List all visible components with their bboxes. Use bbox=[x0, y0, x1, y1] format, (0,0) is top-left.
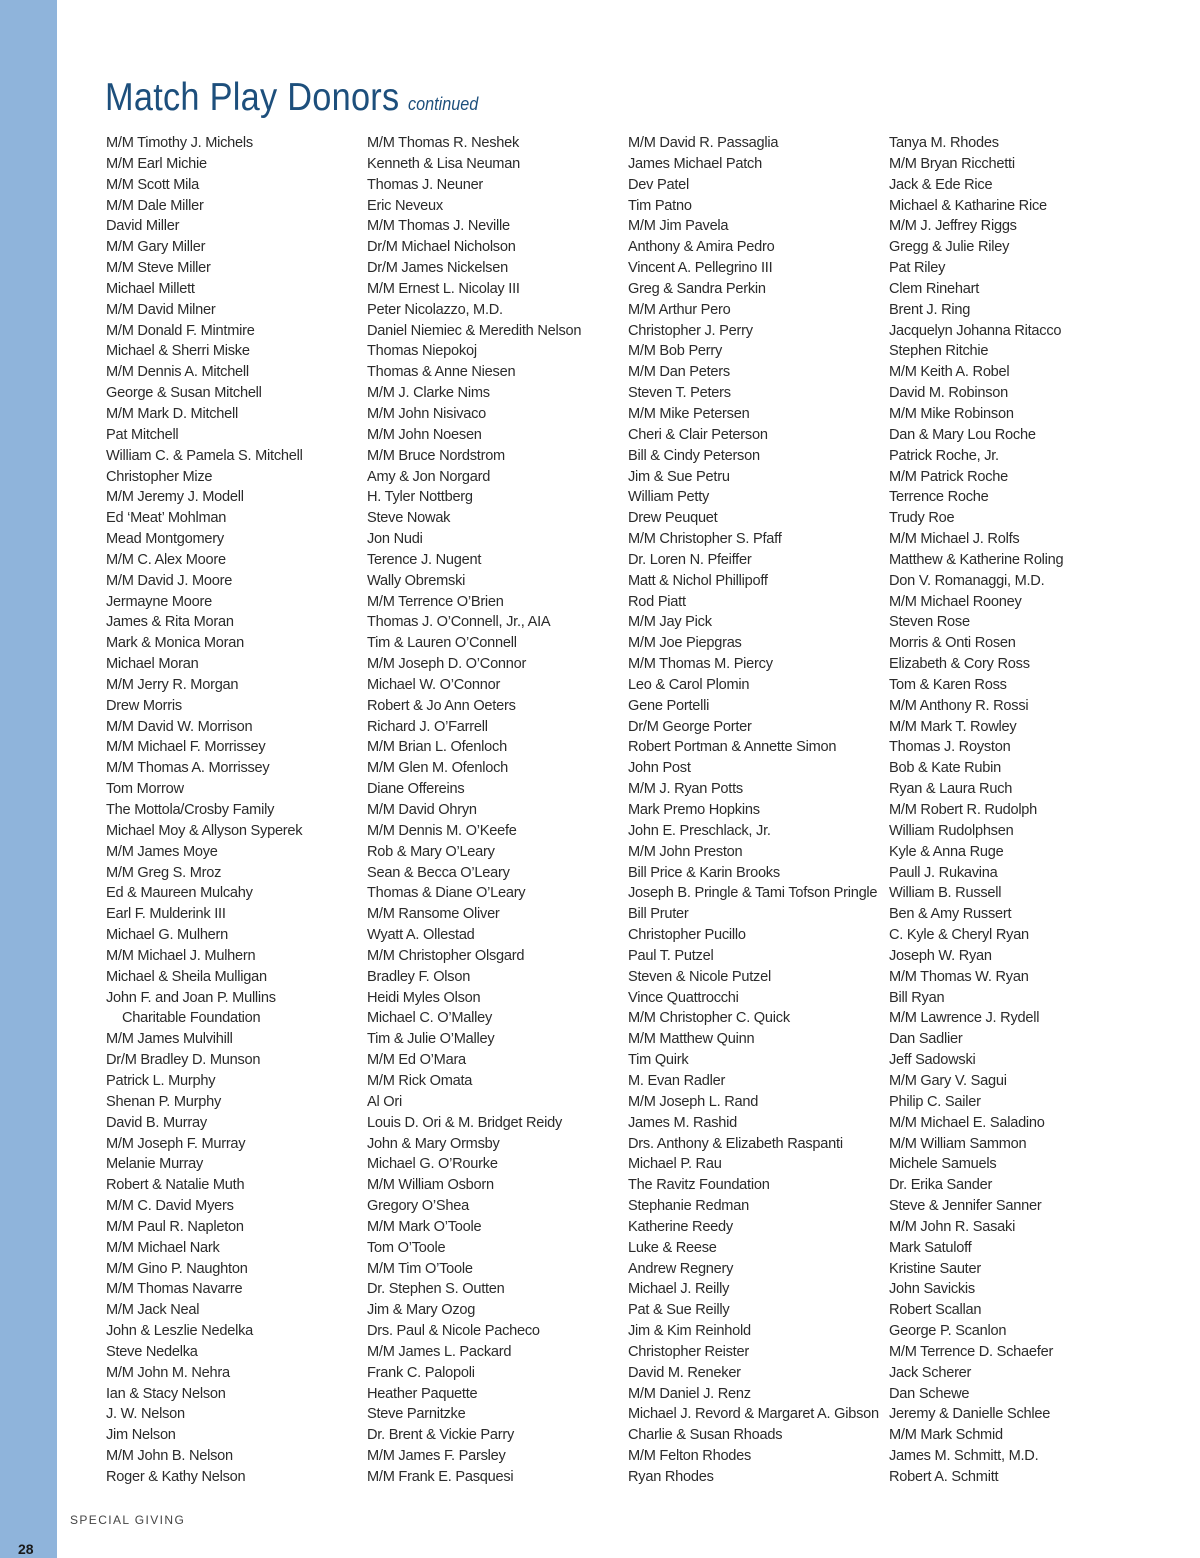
donor-name: M/M Ed O’Mara bbox=[367, 1052, 466, 1069]
donor-name: Michael P. Rau bbox=[628, 1156, 722, 1173]
donor-name: M/M C. David Myers bbox=[106, 1198, 234, 1215]
donor-name: William B. Russell bbox=[889, 885, 1002, 902]
donor-name: Roger & Kathy Nelson bbox=[106, 1469, 246, 1485]
donor-name: James Michael Patch bbox=[628, 155, 762, 172]
donor-name: Stephanie Redman bbox=[628, 1198, 749, 1215]
donor-name: M/M Earl Michie bbox=[106, 155, 207, 172]
donor-name: Patrick L. Murphy bbox=[106, 1072, 216, 1089]
donor-name: Michael G. O’Rourke bbox=[367, 1156, 498, 1173]
donor-name: Mark & Monica Moran bbox=[106, 635, 244, 652]
donor-name: M/M Anthony R. Rossi bbox=[889, 697, 1029, 714]
donor-name: Mead Montgomery bbox=[106, 531, 224, 548]
donor-name: Brent J. Ring bbox=[889, 301, 971, 318]
donor-name: M/M David R. Passaglia bbox=[628, 135, 779, 151]
donor-name: M. Evan Radler bbox=[628, 1072, 726, 1089]
donor-name: M/M Frank E. Pasquesi bbox=[367, 1469, 514, 1485]
donor-name: M/M Thomas Navarre bbox=[106, 1281, 243, 1298]
donor-name: M/M Paul R. Napleton bbox=[106, 1218, 244, 1235]
donor-name: M/M Robert R. Rudolph bbox=[889, 802, 1038, 818]
donor-name: Tim & Julie O’Malley bbox=[367, 1031, 495, 1048]
donor-name: Ed & Maureen Mulcahy bbox=[106, 885, 253, 902]
donor-name: M/M J. Ryan Potts bbox=[628, 781, 743, 798]
donor-name: The Ravitz Foundation bbox=[628, 1177, 770, 1194]
donor-name: Leo & Carol Plomin bbox=[628, 676, 750, 693]
donor-name: M/M Felton Rhodes bbox=[628, 1448, 752, 1465]
donor-name: M/M Michael E. Saladino bbox=[889, 1114, 1045, 1131]
donor-name: M/M Thomas M. Piercy bbox=[628, 656, 773, 673]
donor-name: Thomas J. Royston bbox=[889, 739, 1011, 756]
donor-name: John Post bbox=[628, 760, 691, 777]
donor-name: Charlie & Susan Rhoads bbox=[628, 1427, 783, 1444]
donor-name: Robert & Natalie Muth bbox=[106, 1177, 245, 1194]
donor-name: Frank C. Palopoli bbox=[367, 1364, 475, 1381]
donor-name: Drs. Anthony & Elizabeth Raspanti bbox=[628, 1135, 843, 1152]
donor-name: Christopher Pucillo bbox=[628, 927, 746, 944]
donor-name: M/M Christopher C. Quick bbox=[628, 1010, 790, 1027]
donor-name: M/M Greg S. Mroz bbox=[106, 864, 222, 881]
donor-name: Diane Offereins bbox=[367, 781, 465, 798]
donor-name: Cheri & Clair Peterson bbox=[628, 426, 768, 443]
donor-name: M/M Jack Neal bbox=[106, 1302, 200, 1319]
donor-name: George P. Scanlon bbox=[889, 1323, 1007, 1340]
donor-name: Michael & Sherri Miske bbox=[106, 343, 250, 360]
donor-name: Michael Millett bbox=[106, 280, 195, 297]
donor-name: David Miller bbox=[106, 218, 180, 235]
donor-name: Stephen Ritchie bbox=[889, 343, 989, 360]
donor-name: David M. Reneker bbox=[628, 1364, 741, 1381]
donor-name: Mark Premo Hopkins bbox=[628, 802, 760, 818]
donor-name: William Petty bbox=[628, 489, 710, 506]
donor-name: Shenan P. Murphy bbox=[106, 1093, 221, 1110]
donor-name: M/M Scott Mila bbox=[106, 176, 199, 193]
donor-name: M/M William Osborn bbox=[367, 1177, 494, 1194]
donor-name: Rod Piatt bbox=[628, 593, 686, 610]
donor-name: Robert & Jo Ann Oeters bbox=[367, 697, 516, 714]
donor-name: Dr/M George Porter bbox=[628, 718, 752, 735]
donor-name: M/M Lawrence J. Rydell bbox=[889, 1010, 1040, 1027]
donor-name: Bob & Kate Rubin bbox=[889, 760, 1002, 777]
page-title-continued: continued bbox=[408, 94, 479, 114]
donor-name: Michael & Sheila Mulligan bbox=[106, 968, 267, 985]
donor-name: Jacquelyn Johanna Ritacco bbox=[889, 322, 1062, 339]
donor-name: M/M John Nisivaco bbox=[367, 405, 487, 422]
donor-name: William Rudolphsen bbox=[889, 822, 1014, 839]
donor-name: Clem Rinehart bbox=[889, 280, 980, 297]
donor-name: Andrew Regnery bbox=[628, 1260, 734, 1277]
donor-name: Tom O’Toole bbox=[367, 1239, 446, 1256]
donor-name: M/M John R. Sasaki bbox=[889, 1218, 1016, 1235]
donor-name: Ian & Stacy Nelson bbox=[106, 1385, 226, 1402]
donor-name: Daniel Niemiec & Meredith Nelson bbox=[367, 322, 582, 339]
donor-name: Drs. Paul & Nicole Pacheco bbox=[367, 1323, 540, 1340]
donor-name: Drew Peuquet bbox=[628, 510, 718, 527]
donor-name: M/M Glen M. Ofenloch bbox=[367, 760, 508, 777]
page-title bbox=[105, 76, 486, 120]
donor-name: Jim & Mary Ozog bbox=[367, 1302, 476, 1319]
donor-name: M/M James F. Parsley bbox=[367, 1448, 506, 1465]
donor-name: John & Mary Ormsby bbox=[367, 1135, 500, 1152]
donor-name: M/M John Noesen bbox=[367, 426, 482, 443]
donor-name: M/M C. Alex Moore bbox=[106, 551, 226, 568]
donor-name: M/M Keith A. Robel bbox=[889, 364, 1010, 381]
donor-name: Jon Nudi bbox=[367, 531, 423, 548]
donor-name: Jack Scherer bbox=[889, 1364, 972, 1381]
donor-name: Ryan Rhodes bbox=[628, 1469, 714, 1485]
donor-name: Amy & Jon Norgard bbox=[367, 468, 491, 485]
donor-name: Heather Paquette bbox=[367, 1385, 478, 1402]
donor-name: M/M Arthur Pero bbox=[628, 301, 731, 318]
donor-name: M/M James Moye bbox=[106, 843, 218, 860]
donor-name: M/M Ransome Oliver bbox=[367, 906, 500, 923]
donor-name: Tanya M. Rhodes bbox=[889, 135, 999, 151]
donor-name: M/M Thomas R. Neshek bbox=[367, 135, 520, 151]
donor-name: David M. Robinson bbox=[889, 385, 1009, 402]
donor-name: Jim Nelson bbox=[106, 1427, 176, 1444]
donor-name: Jeff Sadowski bbox=[889, 1052, 976, 1069]
donor-name: Robert A. Schmitt bbox=[889, 1469, 999, 1485]
donor-name: M/M Michael F. Morrissey bbox=[106, 739, 266, 756]
donor-name: Steven T. Peters bbox=[628, 385, 731, 402]
donor-name: Thomas J. O’Connell, Jr., AIA bbox=[367, 614, 551, 631]
donor-name: Jack & Ede Rice bbox=[889, 176, 993, 193]
donor-name: Philip C. Sailer bbox=[889, 1093, 981, 1110]
donor-name: M/M Donald F. Mintmire bbox=[106, 322, 255, 339]
donor-name: Michael C. O’Malley bbox=[367, 1010, 493, 1027]
donor-name: Peter Nicolazzo, M.D. bbox=[367, 301, 503, 318]
donor-name: Terence J. Nugent bbox=[367, 551, 482, 568]
donor-name: Wally Obremski bbox=[367, 572, 466, 589]
donor-name: M/M Bob Perry bbox=[628, 343, 723, 360]
donor-name: J. W. Nelson bbox=[106, 1406, 185, 1423]
donor-name: Michele Samuels bbox=[889, 1156, 997, 1173]
donor-name: Michael J. Revord & Margaret A. Gibson bbox=[628, 1406, 879, 1423]
donor-name: M/M Jay Pick bbox=[628, 614, 712, 631]
donor-name: M/M Patrick Roche bbox=[889, 468, 1009, 485]
donor-name: Michael & Katharine Rice bbox=[889, 197, 1047, 214]
donor-column-3 bbox=[628, 133, 883, 1488]
donor-name: John F. and Joan P. Mullins bbox=[106, 989, 276, 1006]
donor-name: M/M David Milner bbox=[106, 301, 216, 318]
donor-name: M/M John Preston bbox=[628, 843, 743, 860]
donor-name: Bill Ryan bbox=[889, 989, 945, 1006]
donor-name: M/M J. Jeffrey Riggs bbox=[889, 218, 1017, 235]
donor-name: Anthony & Amira Pedro bbox=[628, 239, 775, 256]
donor-name: M/M Gino P. Naughton bbox=[106, 1260, 248, 1277]
donor-name: M/M Joseph L. Rand bbox=[628, 1093, 759, 1110]
donor-name: Melanie Murray bbox=[106, 1156, 204, 1173]
donor-name: M/M Gary Miller bbox=[106, 239, 206, 256]
donor-name: M/M Joseph D. O’Connor bbox=[367, 656, 527, 673]
donor-name: M/M Matthew Quinn bbox=[628, 1031, 755, 1048]
donor-name: M/M Joe Piepgras bbox=[628, 635, 742, 652]
donor-name: Dr/M James Nickelsen bbox=[367, 260, 508, 277]
donor-name: M/M Bruce Nordstrom bbox=[367, 447, 505, 464]
donor-name: M/M Dennis A. Mitchell bbox=[106, 364, 249, 381]
donor-name: Drew Morris bbox=[106, 697, 182, 714]
donor-name: C. Kyle & Cheryl Ryan bbox=[889, 927, 1029, 944]
donor-name: Patrick Roche, Jr. bbox=[889, 447, 999, 464]
donor-name: Wyatt A. Ollestad bbox=[367, 927, 475, 944]
donor-name: James M. Rashid bbox=[628, 1114, 737, 1131]
donor-name: M/M Mark Schmid bbox=[889, 1427, 1003, 1444]
donor-name: M/M Mark O’Toole bbox=[367, 1218, 482, 1235]
sidebar-accent-band bbox=[0, 0, 57, 1558]
donor-name: Steve Parnitzke bbox=[367, 1406, 466, 1423]
donor-name: M/M Tim O’Toole bbox=[367, 1260, 473, 1277]
donor-name: Vince Quattrocchi bbox=[628, 989, 739, 1006]
donor-name: Kenneth & Lisa Neuman bbox=[367, 155, 520, 172]
donor-column-2 bbox=[367, 133, 622, 1488]
donor-name: Dr. Brent & Vickie Parry bbox=[367, 1427, 515, 1444]
donor-name: Richard J. O’Farrell bbox=[367, 718, 488, 735]
donor-name: James M. Schmitt, M.D. bbox=[889, 1448, 1039, 1465]
section-label: SPECIAL GIVING bbox=[70, 1513, 186, 1527]
donor-name: M/M David J. Moore bbox=[106, 572, 233, 589]
donor-name: Christopher J. Perry bbox=[628, 322, 753, 339]
donor-name: M/M Christopher S. Pfaff bbox=[628, 531, 782, 548]
donor-name: John & Leszlie Nedelka bbox=[106, 1323, 254, 1340]
donor-name: Greg & Sandra Perkin bbox=[628, 280, 766, 297]
donor-name: Michael W. O’Connor bbox=[367, 676, 501, 693]
donor-name: Robert Scallan bbox=[889, 1302, 982, 1319]
donor-name: Jim & Kim Reinhold bbox=[628, 1323, 751, 1340]
donor-name: Gregory O’Shea bbox=[367, 1198, 469, 1215]
donor-name: George & Susan Mitchell bbox=[106, 385, 262, 402]
donor-name: M/M Mike Petersen bbox=[628, 405, 750, 422]
donor-name: Dev Patel bbox=[628, 176, 690, 193]
donor-name: Pat Riley bbox=[889, 260, 946, 277]
donor-name: Earl F. Mulderink III bbox=[106, 906, 226, 923]
donor-name: Dr. Erika Sander bbox=[889, 1177, 993, 1194]
donor-name: M/M Rick Omata bbox=[367, 1072, 473, 1089]
page-number: 28 bbox=[18, 1541, 34, 1557]
donor-name: M/M Thomas J. Neville bbox=[367, 218, 510, 235]
donor-name: James & Rita Moran bbox=[106, 614, 234, 631]
donor-name: Dan Sadlier bbox=[889, 1031, 963, 1048]
donor-name: John Savickis bbox=[889, 1281, 975, 1298]
donor-name: Tom & Karen Ross bbox=[889, 676, 1007, 693]
donor-name: Elizabeth & Cory Ross bbox=[889, 656, 1030, 673]
donor-name: Gregg & Julie Riley bbox=[889, 239, 1010, 256]
donor-name: Terrence Roche bbox=[889, 489, 989, 506]
donor-name: Matt & Nichol Phillipoff bbox=[628, 572, 768, 589]
donor-name: Dr/M Bradley D. Munson bbox=[106, 1052, 261, 1069]
donor-name: M/M Thomas W. Ryan bbox=[889, 968, 1029, 985]
donor-name: M/M Terrence D. Schaefer bbox=[889, 1343, 1054, 1360]
donor-name: Joseph B. Pringle & Tami Tofson Pringle bbox=[628, 885, 878, 902]
donor-name: M/M Dan Peters bbox=[628, 364, 730, 381]
donor-name: Steve & Jennifer Sanner bbox=[889, 1198, 1042, 1215]
donor-name: Steven & Nicole Putzel bbox=[628, 968, 771, 985]
donor-name: Heidi Myles Olson bbox=[367, 989, 481, 1006]
donor-name: Robert Portman & Annette Simon bbox=[628, 739, 837, 756]
donor-name: M/M Mark D. Mitchell bbox=[106, 405, 239, 422]
donor-name: Paul T. Putzel bbox=[628, 947, 714, 964]
donor-name: Tom Morrow bbox=[106, 781, 184, 798]
donor-name: Steve Nedelka bbox=[106, 1343, 198, 1360]
donor-name: Ryan & Laura Ruch bbox=[889, 781, 1013, 798]
donor-name: Charitable Foundation bbox=[122, 1010, 261, 1027]
donor-name: Bill Price & Karin Brooks bbox=[628, 864, 780, 881]
donor-column-4 bbox=[889, 133, 1144, 1488]
donor-name: Mark Satuloff bbox=[889, 1239, 972, 1256]
donor-name: M/M Brian L. Ofenloch bbox=[367, 739, 507, 756]
donor-name: Jeremy & Danielle Schlee bbox=[889, 1406, 1051, 1423]
donor-name: David B. Murray bbox=[106, 1114, 207, 1131]
donor-name: Thomas Niepokoj bbox=[367, 343, 477, 360]
donor-name: M/M J. Clarke Nims bbox=[367, 385, 490, 402]
donor-name: Pat & Sue Reilly bbox=[628, 1302, 730, 1319]
donor-name: Jermayne Moore bbox=[106, 593, 212, 610]
donor-name: Thomas J. Neuner bbox=[367, 176, 484, 193]
donor-name: Michael Moran bbox=[106, 656, 199, 673]
donor-name: M/M Mark T. Rowley bbox=[889, 718, 1017, 735]
donor-name: M/M William Sammon bbox=[889, 1135, 1027, 1152]
page-title-main: Match Play Donors bbox=[105, 76, 400, 119]
donor-name: Thomas & Anne Niesen bbox=[367, 364, 516, 381]
donor-name: M/M Mike Robinson bbox=[889, 405, 1014, 422]
donor-name: Dr. Stephen S. Outten bbox=[367, 1281, 505, 1298]
donor-name: M/M Ernest L. Nicolay III bbox=[367, 280, 520, 297]
donor-name: H. Tyler Nottberg bbox=[367, 489, 473, 506]
donor-name: Vincent A. Pellegrino III bbox=[628, 260, 773, 277]
donor-name: Michael Moy & Allyson Syperek bbox=[106, 822, 303, 839]
donor-name: Sean & Becca O’Leary bbox=[367, 864, 510, 881]
donor-name: M/M Michael J. Rolfs bbox=[889, 531, 1020, 548]
donor-name: Bill & Cindy Peterson bbox=[628, 447, 760, 464]
donor-name: Eric Neveux bbox=[367, 197, 443, 214]
donor-name: M/M Michael J. Mulhern bbox=[106, 947, 256, 964]
donor-name: M/M David Ohryn bbox=[367, 802, 477, 818]
donor-name: Michael J. Reilly bbox=[628, 1281, 730, 1298]
donor-name: Dan & Mary Lou Roche bbox=[889, 426, 1036, 443]
donor-name: M/M James Mulvihill bbox=[106, 1031, 233, 1048]
donor-name: Dan Schewe bbox=[889, 1385, 970, 1402]
donor-column-1 bbox=[106, 133, 361, 1488]
donor-name: Paull J. Rukavina bbox=[889, 864, 998, 881]
donor-name: Steve Nowak bbox=[367, 510, 451, 527]
donor-name: Dr. Loren N. Pfeiffer bbox=[628, 551, 752, 568]
donor-name: Pat Mitchell bbox=[106, 426, 179, 443]
donor-name: Rob & Mary O’Leary bbox=[367, 843, 495, 860]
donor-name: M/M John M. Nehra bbox=[106, 1364, 230, 1381]
donor-name: Joseph W. Ryan bbox=[889, 947, 992, 964]
donor-name: M/M Michael Nark bbox=[106, 1239, 220, 1256]
donor-name: Trudy Roe bbox=[889, 510, 955, 527]
donor-name: M/M Dennis M. O’Keefe bbox=[367, 822, 517, 839]
donor-name: Tim Quirk bbox=[628, 1052, 689, 1069]
donor-name: Ben & Amy Russert bbox=[889, 906, 1012, 923]
donor-name: M/M Bryan Ricchetti bbox=[889, 155, 1015, 172]
donor-name: M/M Timothy J. Michels bbox=[106, 135, 253, 151]
donor-name: Bill Pruter bbox=[628, 906, 689, 923]
donor-name: M/M Jeremy J. Modell bbox=[106, 489, 244, 506]
donor-name: M/M Jim Pavela bbox=[628, 218, 729, 235]
donor-name: Christopher Reister bbox=[628, 1343, 749, 1360]
donor-name: Kristine Sauter bbox=[889, 1260, 981, 1277]
donor-name: Al Ori bbox=[367, 1093, 402, 1110]
donor-name: Don V. Romanaggi, M.D. bbox=[889, 572, 1045, 589]
donor-name: Tim & Lauren O’Connell bbox=[367, 635, 517, 652]
donor-name: Katherine Reedy bbox=[628, 1218, 733, 1235]
donor-name: M/M Jerry R. Morgan bbox=[106, 676, 239, 693]
donor-name: M/M Steve Miller bbox=[106, 260, 211, 277]
donor-name: Bradley F. Olson bbox=[367, 968, 471, 985]
donor-name: Morris & Onti Rosen bbox=[889, 635, 1016, 652]
donor-name: M/M Dale Miller bbox=[106, 197, 204, 214]
donor-name: M/M Gary V. Sagui bbox=[889, 1072, 1007, 1089]
donor-name: William C. & Pamela S. Mitchell bbox=[106, 447, 303, 464]
donor-name: The Mottola/Crosby Family bbox=[106, 802, 275, 818]
donor-name: Louis D. Ori & M. Bridget Reidy bbox=[367, 1114, 563, 1131]
donor-name: Dr/M Michael Nicholson bbox=[367, 239, 516, 256]
donor-name: Ed ‘Meat’ Mohlman bbox=[106, 510, 227, 527]
donor-name: Christopher Mize bbox=[106, 468, 213, 485]
donor-name: M/M Thomas A. Morrissey bbox=[106, 760, 270, 777]
donor-name: M/M James L. Packard bbox=[367, 1343, 512, 1360]
donor-name: Gene Portelli bbox=[628, 697, 710, 714]
donor-name: John E. Preschlack, Jr. bbox=[628, 822, 771, 839]
donor-name: Michael G. Mulhern bbox=[106, 927, 229, 944]
donor-name: Thomas & Diane O’Leary bbox=[367, 885, 526, 902]
donor-name: Kyle & Anna Ruge bbox=[889, 843, 1004, 860]
donor-name: M/M John B. Nelson bbox=[106, 1448, 233, 1465]
donor-name: M/M Daniel J. Renz bbox=[628, 1385, 751, 1402]
donor-name: M/M Michael Rooney bbox=[889, 593, 1022, 610]
donor-name: Matthew & Katherine Roling bbox=[889, 551, 1064, 568]
donor-name: M/M Terrence O’Brien bbox=[367, 593, 504, 610]
donor-name: Steven Rose bbox=[889, 614, 970, 631]
donor-name: Tim Patno bbox=[628, 197, 692, 214]
donor-name: M/M Joseph F. Murray bbox=[106, 1135, 246, 1152]
donor-name: M/M Christopher Olsgard bbox=[367, 947, 525, 964]
donor-name: M/M David W. Morrison bbox=[106, 718, 253, 735]
donor-name: Jim & Sue Petru bbox=[628, 468, 730, 485]
donor-name: Luke & Reese bbox=[628, 1239, 717, 1256]
